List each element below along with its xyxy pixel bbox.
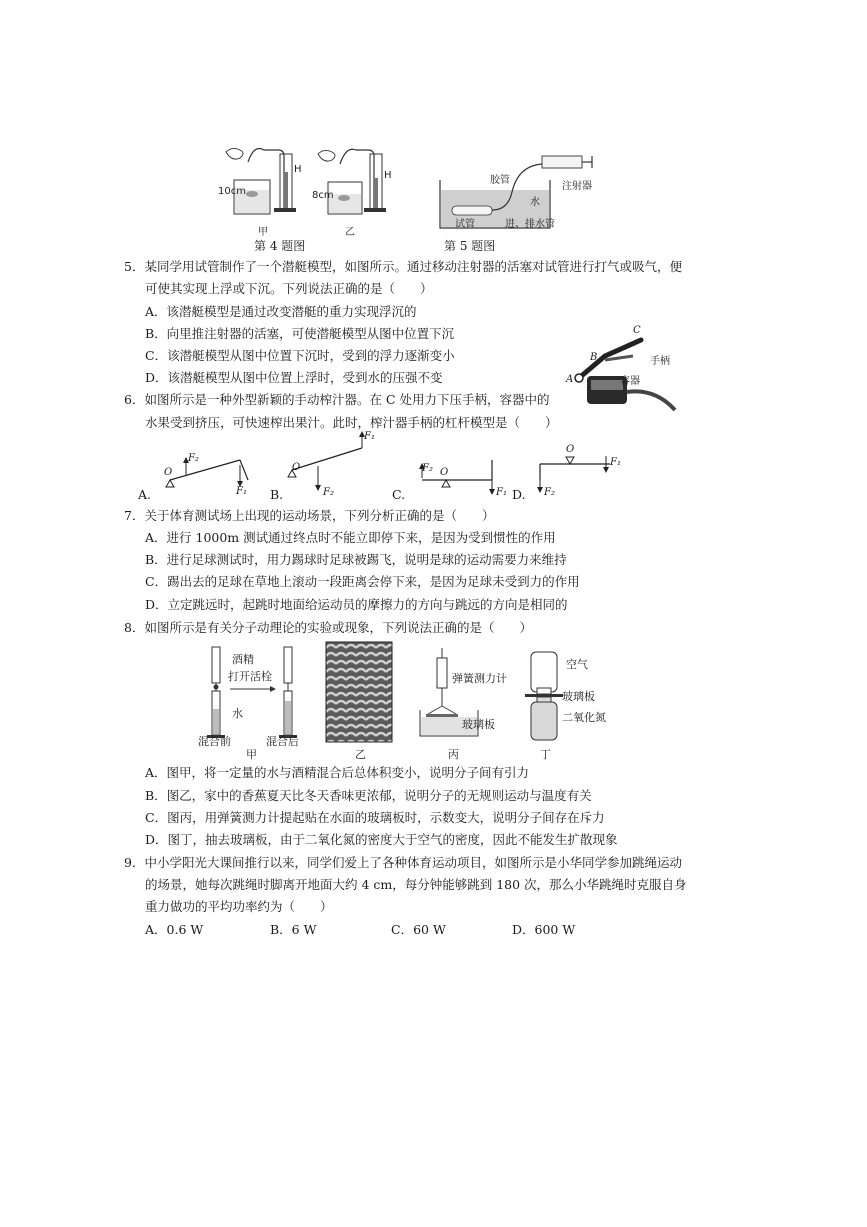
q6-option-c-letter: C. — [392, 487, 406, 502]
q6-d-f1: F₁ — [610, 457, 621, 468]
juicer-label-a: A — [566, 374, 574, 385]
q8-option-c: C．图丙，用弹簧测力计提起贴在水面的玻璃板时，示数变大，说明分子间存在斥力 — [145, 810, 605, 825]
q6-a-f1: F₁ — [236, 486, 247, 497]
q6-a-f2: F₂ — [188, 453, 199, 464]
juicer-label-b: B — [590, 352, 598, 363]
q8-spring-label: 弹簧测力计 — [452, 672, 507, 685]
q7-option-a: A．进行 1000m 测试通过终点时不能立即停下来，是因为受到惯性的作用 — [145, 530, 556, 545]
svg-text:H: H — [294, 164, 302, 175]
q9-option-c: C．60 W — [391, 922, 446, 937]
q8-alcohol-label: 酒精 — [232, 653, 254, 666]
q5-option-a: A．该潜艇模型是通过改变潜艇的重力实现浮沉的 — [145, 304, 417, 319]
q8-jia-label: 甲 — [246, 748, 257, 761]
fig5-tube-label: 试管 — [455, 219, 475, 230]
q6-d-o: O — [566, 444, 575, 455]
q5-option-d: D．该潜艇模型从图中位置上浮时，受到水的压强不变 — [145, 370, 443, 385]
figure-4-right-label: 乙 — [345, 227, 355, 238]
q8-ding-label: 丁 — [540, 748, 551, 761]
q5-stem-line1: 5．某同学用试管制作了一个潜艇模型，如图所示。通过移动注射器的活塞对试管进行打气或吸气，便 — [124, 259, 682, 274]
q6-stem-line1: 6．如图所示是一种外型新颖的手动榨汁器。在 C 处用力下压手柄，容器中的 — [124, 392, 550, 407]
q5-option-b: B．向里推注射器的活塞，可使潜艇模型从图中位置下沉 — [145, 326, 455, 341]
fig5-syringe-label: 注射器 — [562, 181, 592, 192]
q8-figure-yi-banana-photo — [326, 642, 392, 742]
q9-stem-line3: 重力做功的平均功率约为（ ） — [145, 899, 333, 914]
juicer-label-handle: 手柄 — [650, 356, 670, 367]
q8-stem: 8．如图所示是有关分子动理论的实验或现象，下列说法正确的是（ ） — [124, 620, 532, 635]
q6-stem-line2: 水果受到挤压，可快速榨出果汁。此时，榨汁器手柄的杠杆模型是（ ） — [145, 415, 558, 430]
q8-after-label: 混合后 — [266, 735, 299, 748]
q8-option-b: B．图乙，家中的香蕉夏天比冬天香味更浓郁，说明分子的无规则运动与温度有关 — [145, 788, 592, 803]
q8-air-label: 空气 — [566, 658, 588, 671]
q8-before-label: 混合前 — [198, 735, 231, 748]
q7-option-c: C．踢出去的足球在草地上滚动一段距离会停下来，是因为足球未受到力的作用 — [145, 574, 580, 589]
q6-c-o: O — [440, 467, 449, 478]
q9-stem-line2: 的场景，她每次跳绳时脚离开地面大约 4 cm，每分钟能够跳到 180 次，那么小华跳绳时克服自身 — [145, 877, 687, 892]
q8-glass2-label: 玻璃板 — [562, 690, 595, 703]
svg-text:H: H — [384, 170, 392, 181]
q8-option-a: A．图甲，将一定量的水与酒精混合后总体积变小，说明分子间有引力 — [145, 765, 530, 780]
q8-figure-jia — [200, 645, 310, 745]
juicer-figure — [565, 326, 680, 416]
q9-option-b: B．6 W — [270, 922, 317, 937]
q8-water-label: 水 — [232, 707, 243, 720]
figure-5-caption: 第 5 题图 — [444, 239, 496, 253]
fig5-inout-label: 进、排水管 — [505, 219, 555, 230]
q8-no2-label: 二氧化氮 — [562, 711, 606, 724]
q6-b-f1: F₁ — [364, 431, 375, 442]
svg-text:8cm: 8cm — [312, 190, 334, 201]
q5-option-c: C．该潜艇模型从图中位置下沉时，受到的浮力逐渐变小 — [145, 348, 455, 363]
q7-option-d: D．立定跳远时，起跳时地面给运动员的摩擦力的方向与跳远的方向是相同的 — [145, 597, 568, 612]
figure-4-diagram — [218, 142, 403, 232]
q8-option-d: D．图丁，抽去玻璃板，由于二氧化氮的密度大于空气的密度，因此不能发生扩散现象 — [145, 832, 618, 847]
lever-options-diagram — [130, 430, 630, 500]
q6-option-d-letter: D. — [512, 487, 526, 502]
q7-stem: 7．关于体育测试场上出现的运动场景，下列分析正确的是（ ） — [124, 508, 495, 523]
q8-valve-label: 打开活栓 — [228, 670, 272, 683]
q6-d-f2: F₂ — [544, 487, 555, 498]
q6-option-a-letter: A. — [138, 487, 152, 502]
svg-text:10cm: 10cm — [218, 186, 246, 197]
q7-option-b: B．进行足球测试时，用力踢球时足球被踢飞，说明是球的运动需要力来维持 — [145, 552, 567, 567]
q5-stem-line2: 可使其实现上浮或下沉。下列说法正确的是（ ） — [145, 281, 433, 296]
figure-4-caption: 第 4 题图 — [254, 239, 306, 253]
q6-c-f2: F₂ — [422, 463, 433, 474]
fig5-hose-label: 胶管 — [490, 175, 510, 186]
q9-option-d: D．600 W — [512, 922, 576, 937]
figure-4-left-label: 甲 — [258, 227, 268, 238]
q6-b-f2: F₂ — [323, 487, 334, 498]
q8-figure-ding — [525, 650, 565, 742]
q6-option-b-letter: B. — [270, 487, 284, 502]
q9-option-a: A．0.6 W — [145, 922, 204, 937]
q6-c-f1: F₁ — [496, 487, 507, 498]
q8-glass-label: 玻璃板 — [462, 718, 495, 731]
fig5-water-label: 水 — [530, 197, 540, 208]
q9-stem-line1: 9．中小学阳光大课间推行以来，同学们爱上了各种体育运动项目，如图所示是小华同学参加跳绳运动 — [124, 855, 682, 870]
q6-a-o: O — [164, 467, 173, 478]
juicer-label-container: 容器 — [620, 376, 640, 387]
q6-b-o: O — [292, 462, 301, 473]
juicer-label-c: C — [633, 325, 641, 336]
q8-yi-label: 乙 — [355, 748, 366, 761]
q8-bing-label: 丙 — [448, 748, 459, 761]
